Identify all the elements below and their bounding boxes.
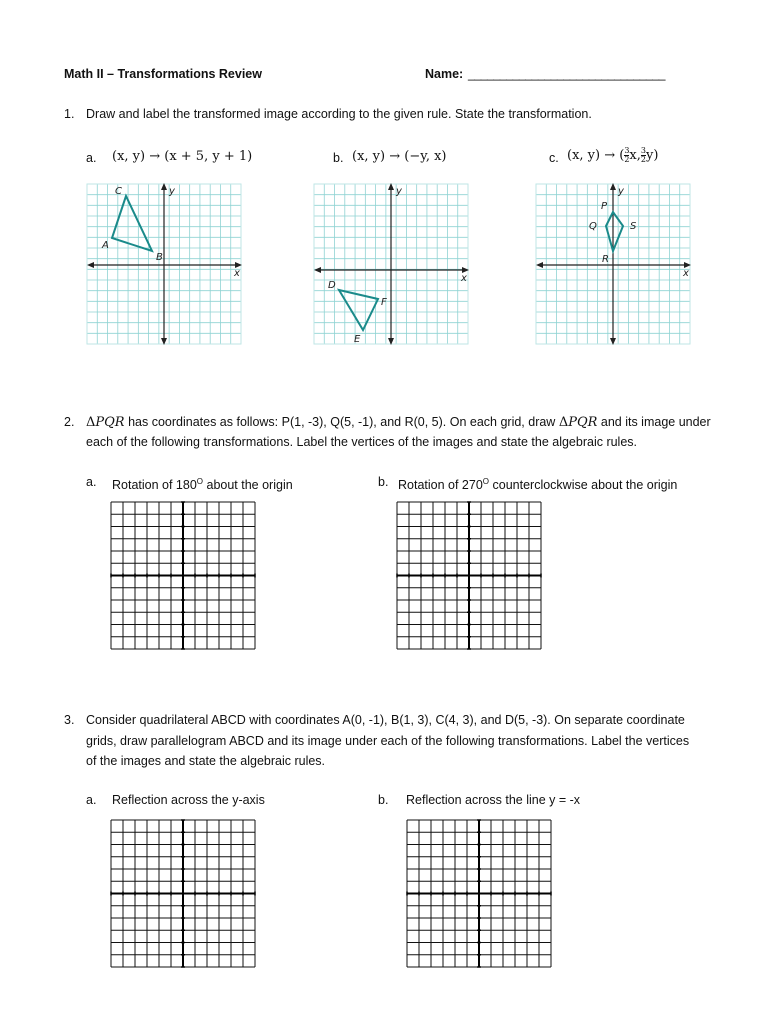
q1a-vertex-c: C [115, 186, 122, 197]
q1c-rule-left: (x, y) → ( [567, 148, 625, 163]
q1c-quadrilateral-pqrs [606, 212, 623, 251]
q2-line1-mid: has coordinates as follows: P(1, -3), Q(5, -1), and R(0, 5). On each grid, draw [124, 415, 559, 429]
name-label: Name: [425, 67, 464, 81]
q1b-rule: (x, y) → (−y, x) [352, 149, 447, 164]
q1a-rule: (x, y) → (x + 5, y + 1) [112, 149, 253, 164]
q2b-text [398, 472, 677, 495]
q2a-text-post: about the origin [203, 478, 293, 493]
q2b-text-post: counterclockwise about the origin [489, 478, 678, 493]
q1b-vertex-f: F [381, 297, 387, 308]
q3-line1: Consider quadrilateral ABCD with coordinates A(0, -1), B(1, 3), C(4, 3), and D(5, -3). On separate coordinate [86, 713, 685, 727]
q1b-coordinate-grid[interactable] [312, 182, 472, 347]
q1c-vertex-s: S [630, 221, 637, 232]
q1b-letter: b. [333, 151, 344, 165]
q2-number: 2. [64, 415, 75, 429]
q2b-text-pre: Rotation of 270 [398, 478, 483, 493]
q1c-y-label: y [618, 186, 624, 197]
q1a-x-label: x [234, 268, 240, 279]
q2a-blank-grid[interactable] [110, 501, 258, 651]
name-blank[interactable]: _______________________________ [468, 67, 665, 81]
q2b-gridlines [397, 502, 541, 649]
q3a-gridlines [111, 820, 255, 967]
q1c-coordinate-grid[interactable] [534, 182, 694, 347]
q1c-letter: c. [549, 151, 559, 165]
q2-pqr-1: PQR [95, 415, 125, 430]
q2b-blank-grid[interactable] [396, 501, 544, 651]
q2-line1 [86, 412, 711, 433]
q3b-letter: b. [378, 793, 389, 807]
q3a-letter: a. [86, 793, 97, 807]
q1b-y-label: y [396, 186, 402, 197]
q1b-vertex-d: D [328, 280, 336, 291]
q3a-text: Reflection across the y-axis [112, 793, 265, 807]
q3b-text: Reflection across the line y = -x [406, 793, 581, 807]
q1c-x-label: x [683, 268, 689, 279]
q3-line3: of the images and state the algebraic rules. [86, 754, 326, 768]
q3a-blank-grid[interactable] [110, 819, 258, 969]
q1c-rule-y: y) [645, 148, 659, 163]
q2-delta-2: Δ [558, 415, 569, 430]
worksheet-title: Math II – Transformations Review [64, 67, 262, 81]
q3b-gridlines [407, 820, 551, 967]
q1a-coordinate-grid[interactable] [85, 182, 245, 347]
q3-line2: grids, draw parallelogram ABCD and its image under each of the following transformations. Label the vertices [86, 734, 690, 748]
q2a-gridlines [111, 502, 255, 649]
q1b-vertex-e: E [354, 334, 361, 345]
q1a-letter: a. [86, 151, 97, 165]
q2-pqr-2: PQR [568, 415, 598, 430]
q1c-rule [567, 142, 658, 170]
q3b-blank-grid[interactable] [406, 819, 554, 969]
q2b-degree: O [482, 477, 490, 486]
q1c-frac-1-num: 3 [624, 146, 630, 155]
q2a-degree: O [196, 477, 204, 486]
q1c-frac-1-den: 2 [624, 155, 630, 164]
q2a-text-pre: Rotation of 180 [112, 478, 197, 493]
q1b-x-label: x [461, 273, 467, 284]
q2a-letter: a. [86, 475, 97, 489]
q1a-x-arrow-left [87, 262, 94, 268]
q1-number: 1. [64, 107, 75, 121]
q1c-vertex-p: P [601, 201, 608, 212]
q2-delta-1: Δ [86, 415, 96, 430]
q2-line1-post: and its image under [597, 415, 711, 429]
q1b-x-arrow-left [314, 267, 321, 273]
q2a-text [112, 472, 293, 495]
q2-line2: each of the following transformations. Label the vertices of the images and state the algebraic rules. [86, 435, 638, 449]
q2b-letter: b. [378, 475, 389, 489]
q1a-vertex-b: B [156, 252, 163, 263]
q1a-vertex-a: A [102, 240, 109, 251]
q3-number: 3. [64, 713, 75, 727]
q1-prompt: Draw and label the transformed image according to the given rule. State the transformation. [86, 107, 592, 121]
q1c-rule-x: x, [629, 148, 641, 163]
q1c-vertex-q: Q [589, 221, 597, 232]
q1c-vertex-r: R [602, 254, 609, 265]
q1c-frac-2-den: 2 [640, 155, 646, 164]
q1a-y-label: y [169, 186, 175, 197]
q1c-x-arrow-left [536, 262, 543, 268]
q1c-frac-2-num: 3 [640, 146, 646, 155]
